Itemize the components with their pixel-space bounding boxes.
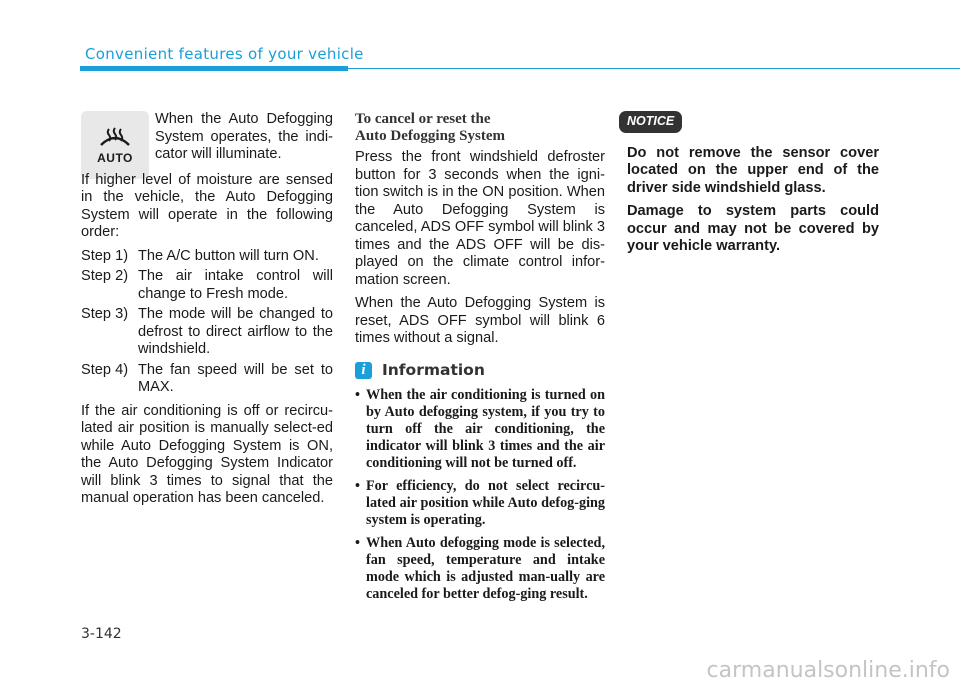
step-label: Step 3) [81,306,129,322]
intro-text: When the Auto Defogging System operates, the indi-cator will illuminate. [155,111,333,162]
header-rule-thick [80,66,348,71]
section-header-title: Convenient features of your vehicle [85,45,364,63]
information-list [355,387,605,603]
column-right [627,111,879,262]
info-icon: i [355,362,372,379]
list-item-text: When Auto defogging mode is selected, fan speed, temperature and intake mode which is adjusted man-ually are canceled for better defog-ging result. [366,535,605,602]
notice-badge: NOTICE [619,111,682,133]
column-left [81,111,333,514]
list-item [355,478,605,529]
list-item-text: For efficiency, do not select recircu-lated air position while Auto defog-ging system is operating. [366,478,605,528]
section-title-line: Auto Defogging System [355,128,505,144]
section-title [355,111,605,145]
page-number: 3-142 [81,626,122,642]
section-title-line: To cancel or reset the [355,111,491,127]
information-heading [355,362,605,380]
header-rule-thin [348,68,960,69]
icon-label: AUTO [97,151,133,165]
bullet: • [355,387,360,403]
information-title: Information [382,360,485,379]
bullet: • [355,535,360,551]
step-item [81,362,333,397]
column-middle [355,111,605,609]
list-item [355,535,605,603]
bullet: • [355,478,360,494]
paragraph: Press the front windshield defroster button for 3 seconds when the igni-tion switch is in the ON position. When the Auto Defogging System is canceled, ADS OFF symbol will blink 3 times and the ADS OFF will be dis-played on the climate control infor-mation screen. [355,149,605,288]
step-label: Step 2) [81,268,129,284]
step-item [81,306,333,359]
notice-paragraph: Damage to system parts could occur and may not be covered by your vehicle warranty. [627,203,879,254]
list-item [355,387,605,472]
list-item-text: When the air conditioning is turned on by Auto defogging system, if you try to turn off the air conditioning, the indicator will blink 3 times and the air conditioning will not be turned off. [366,387,605,471]
step-text: The A/C button will turn ON. [138,247,319,264]
paragraph: When the Auto Defogging System is reset, ADS OFF symbol will blink 6 times without a signal. [355,295,605,346]
step-label: Step 1) [81,247,129,264]
notice-paragraph: Do not remove the sensor cover located on the upper end of the driver side windshield glass. [627,144,879,196]
paragraph: If the air conditioning is off or recircu-lated air position is manually select-ed while Auto Defogging System is ON, the Auto Defogging System Indicator will blink 3 times to signal that the manual operation has been canceled. [81,402,333,506]
step-item [81,248,333,266]
step-text: The fan speed will be set to MAX. [138,361,333,395]
step-label: Step 4) [81,361,129,378]
step-item [81,268,333,303]
step-text: The mode will be changed to defrost to direct airflow to the windshield. [138,306,333,357]
watermark: carmanualsonline.info [706,658,950,683]
steps-list [81,248,333,397]
paragraph: If higher level of moisture are sensed in the vehicle, the Auto Defogging System will operate in the following order: [81,171,333,240]
step-text: The air intake control will change to Fresh mode. [138,268,333,302]
